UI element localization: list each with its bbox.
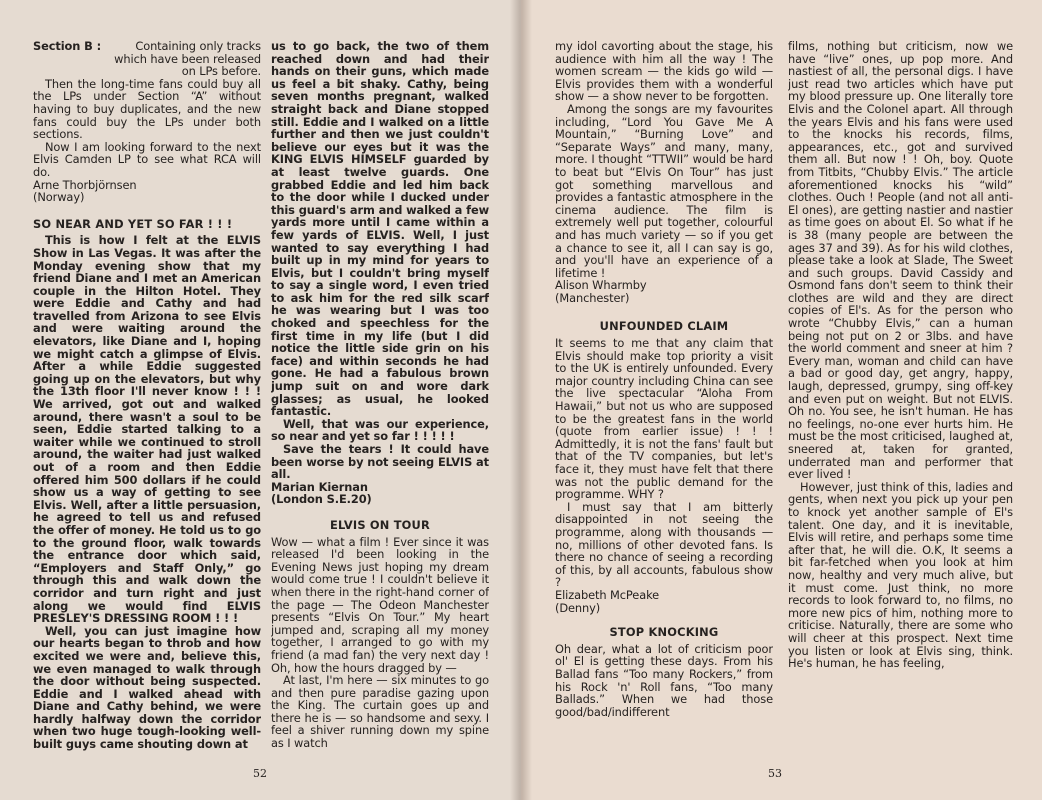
paragraph: At last, I'm here — six minutes to go and then pure paradise gazing upon the King. The curtain goes up and there he is — so handsome and sexy. I feel a shiver running down my spine as I watch (271, 673, 489, 751)
paragraph: Among the songs are my favourites including, “Lord You Gave Me A Mountain,” “Burning Love” and “Separate Ways” and many, many, more. I thought “TTWII” would be hard to beat but “Elvis On Tour” has just got something marvellous and provides a fantastic atmosphere in the cinema audience. The film is extremely well put together, colourful and has much variety — so if you get a chance to see it, all I can say is go, and you'll have an experience of a lifetime ! (555, 101, 773, 280)
paragraph: However, just think of this, ladies and gents, when next you pick up your pen to knock yet another sample of El's talent. One day, and it is inevitable, Elvis will retire, and perhaps some time after that, he will die. O.K, It seems a bit far-fetched when you look at him now, healthy and very much alive, but it must come. Just think, no more records to look forward to, no films, no more new pics of him, nothing more to criticise. Naturally, there are some who will cheer at this prospect. Next time you listen or look at Elvis sing, think. He's human, he has feeling, (788, 479, 1013, 671)
right-column-1 (555, 40, 773, 760)
author-name: Arne Thorbjörnsen (33, 177, 137, 192)
paragraph: us to go back, the two of them reached down and had their hands on their guns, which made us feel a bit shaky. Cathy, being seven months pregnant, walked straight back and Diane stopped still. Eddie and I walked on a little further and then we just couldn't believe our eyes but it was the KING ELVIS HIMSELF guarded by at least twelve guards. One grabbed Eddie and led him back to the door while I ducked under this guard's arm and walked a few yards more until I came within a few yards of ELVIS. Well, I just wanted to say everything I had built up in my mind for years to Elvis, but I couldn't bring myself to say a single word, I even tried to ask him for the red silk scarf he was wearing but I was too choked and speechless for the first time in my life (but I did notice the little side grin on his face) and within seconds he had gone. He had a fabulous brown jump suit on and wore dark glasses; as usual, he looked fantastic. (271, 40, 489, 419)
paragraph: Then the long-time fans could buy all the LPs under Section “A” without having to buy duplicates, and the new fans could buy the LPs under both sections. (33, 76, 261, 142)
paragraph: Oh dear, what a lot of criticism poor ol' El is getting these days. From his Ballad fans “Too many Rockers,” from his Rock 'n' Roll fans, “Too many Ballads.” When we had those good/bad/indifferent (555, 641, 773, 719)
article-heading: ELVIS ON TOUR (330, 517, 430, 532)
paragraph: Wow — what a film ! Ever since it was released I'd been looking in the Evening News just hoping my dream would come true ! I couldn't believe it when there in the right-hand corner of the page — The Odeon Manchester presents “Elvis On Tour.” My heart jumped and, scraping all my money together, I arranged to go with my friend (a mad fan) the very next day ! Oh, how the hours dragged by — (271, 534, 489, 675)
right-column-2 (788, 40, 1013, 760)
book-gutter (510, 0, 532, 800)
paragraph: films, nothing but criticism, now we have “live” ones, up pop more. And nastiest of all, the personal digs. I have just read two articles which have put my blood pressure up. One literally tore Elvis and the Colonel apart. All through the years Elvis and his fans were used to the knocks his records, films, appearances, etc., got and survived them all. But now ! ! Oh, boy. Quote from Titbits, “Chubby Elvis.” The article aforementioned knocks his “wild” clothes. Ouch ! People (and not all anti-El ones), are getting nastier and nastier as time goes on about El. So what if he is 38 (many people are between the ages 37 and 39). As for his wild clothes, please take a look at Slade, The Sweet and such groups. David Cassidy and Osmond fans don't seem to think their clothes are wild and they are direct copies of El's. As for the person who wrote “Chubby Elvis,” can a human being not put on 2 or 3lbs. and have the world comment and sneer at him ? Every man, woman and child can have a bad or good day, get angry, happy, laugh, depressed, grumpy, sing off-key and even put on weight. But not ELVIS. Oh no. You see, he isn't human. He has no feelings, no-one ever hurts him. He must be the most criticised, laughed at, sneered at, taken for granted, underrated man and performer that ever lived ! (788, 40, 1013, 482)
paragraph: Well, that was our experience, so near and yet so far ! ! ! ! ! (271, 416, 489, 444)
author-name: Elizabeth McPeake (555, 587, 660, 602)
author-location: (Norway) (33, 190, 85, 205)
paragraph: Well, you can just imagine how our hearts began to throb and how excited we were and, believe this, we even managed to walk through the door without being suspected. Eddie and I walked ahead with Diane and Cathy behind, we were hardly halfway down the corridor when two huge tough-looking well-built guys came shouting down at (33, 623, 261, 752)
page-number: 52 (253, 767, 267, 780)
left-column-2 (271, 40, 489, 760)
author-name: Marian Kiernan (271, 479, 368, 494)
section-b-entry (33, 40, 261, 78)
article-heading: STOP KNOCKING (609, 625, 719, 640)
section-b-label: Section B : (33, 40, 102, 53)
author-location: (Manchester) (555, 290, 630, 305)
left-column-1 (33, 40, 261, 760)
author-location: (Denny) (555, 600, 601, 615)
paragraph: I must say that I am bitterly disappointed in not seeing the programme, along with thousands — no, millions of other devoted fans. Is there no chance of seeing a recording of this, by all accounts, fabulous show ? (555, 499, 773, 590)
section-b-text: Containing only tracks which have been released on LPs before. (114, 40, 261, 79)
author-location: (London S.E.20) (271, 492, 372, 507)
paragraph: This is how I felt at the ELVIS Show in Las Vegas. It was after the Monday evening show that my friend Diane and I met an American couple in the Hilton Hotel. They were Eddie and Cathy and had travelled from Arizona to see Elvis and were waiting around the elevators, like Diane and I, hoping we might catch a glimpse of Elvis. After a while Eddie suggested going up on the elevators, but why the 13th floor I'll never know ! ! ! We arrived, got out and walked around, there wasn't a soul to be seen, Eddie started talking to a waiter while we continued to stroll around, the waiter had just walked out of a room and then Eddie offered him 500 dollars if he could show us a way of getting to see Elvis. Well, after a little persuasion, he agreed to tell us and refused the offer of money. He told us to go to the ground floor, walk towards the entrance door which said, “Employers and Staff Only,” go through this and walk down the corridor and turn right and just along we would find ELVIS PRESLEY'S DRESSING ROOM ! ! ! (33, 233, 261, 626)
article-heading: UNFOUNDED CLAIM (599, 319, 729, 334)
author-name: Alison Wharmby (555, 278, 647, 293)
paragraph: Now I am looking forward to the next Elvis Camden LP to see what RCA will do. (33, 139, 261, 179)
page-number: 53 (768, 767, 782, 780)
paragraph: It seems to me that any claim that Elvis should make top priority a visit to the UK is entirely unfounded. Every major country including China can see the live spectacular “Aloha From Hawaii,” but not us who are supposed to be the greatest fans in the world (quote from earlier issue) ! ! ! Admittedly, it is not the fans' fault but that of the TV companies, but let's face it, they must have felt that there was not the public demand for the programme. WHY ? (555, 336, 773, 502)
paragraph: Save the tears ! It could have been worse by not seeing ELVIS at all. (271, 442, 489, 482)
paragraph: my idol cavorting about the stage, his audience with him all the way ! The women scream — the kids go wild — Elvis provides them with a wonderful show — a show never to be forgotten. (555, 40, 773, 104)
article-heading: SO NEAR AND YET SO FAR ! ! ! (33, 216, 233, 231)
